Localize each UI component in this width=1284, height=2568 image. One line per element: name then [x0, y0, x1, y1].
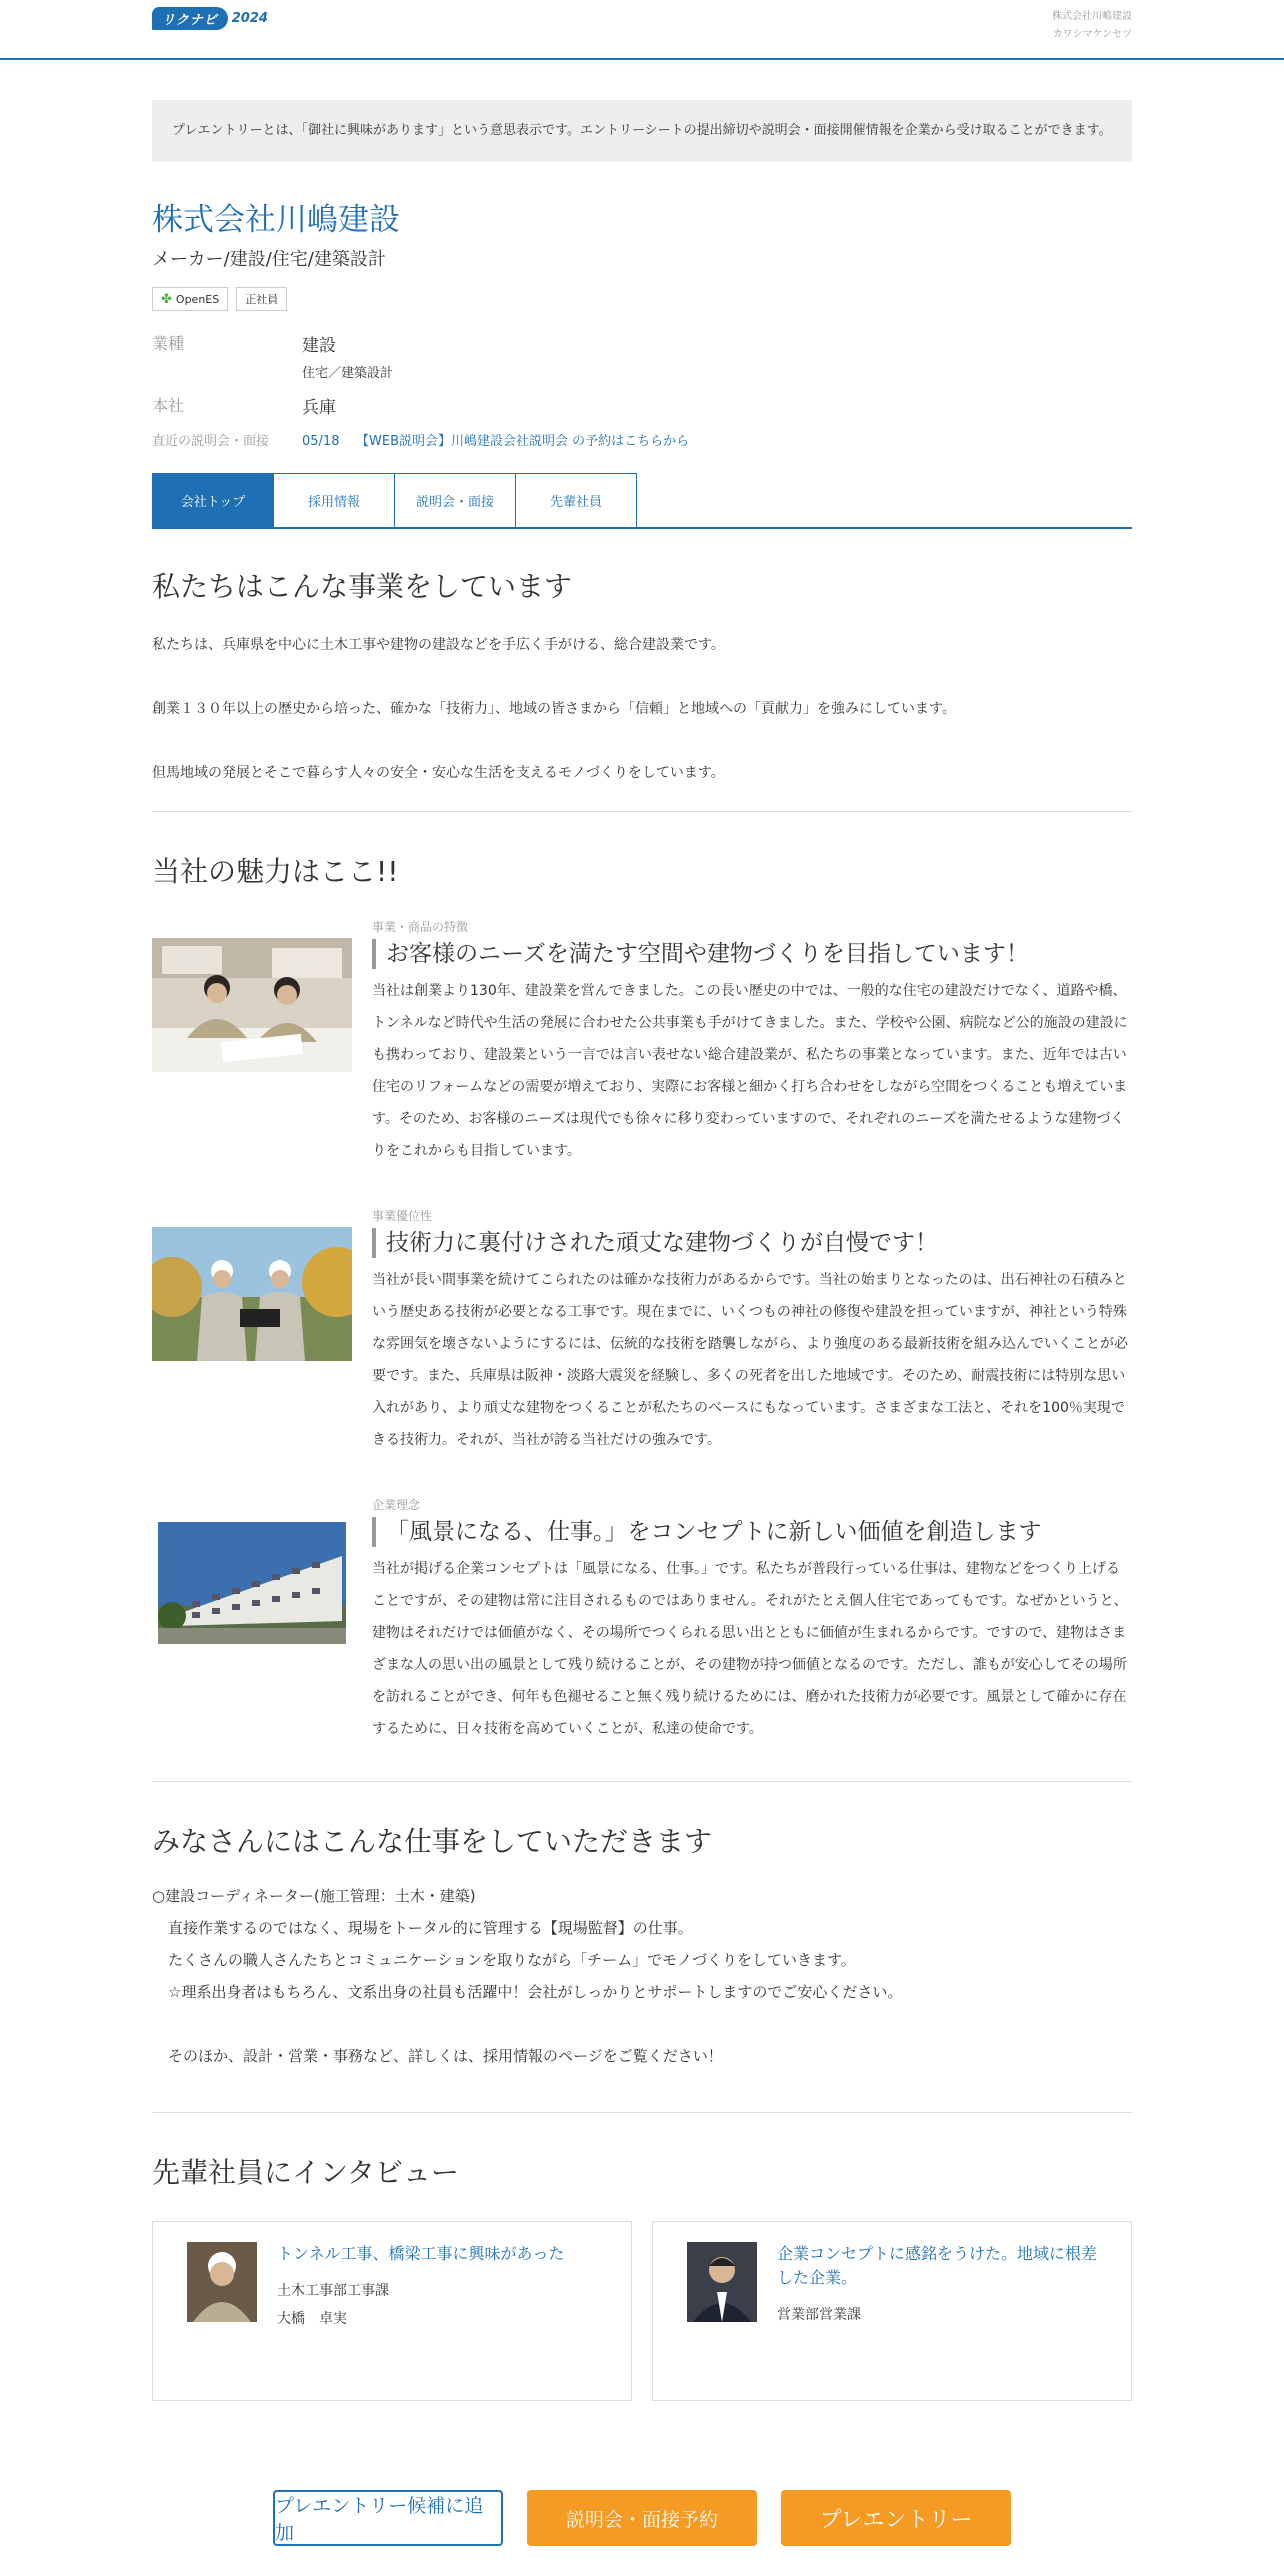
header-company-kana: カワシマケンセツ — [1052, 29, 1132, 40]
jobs-line: ○建設コーディネーター(施工管理：土木・建築) — [152, 1887, 476, 1905]
seminar-reservation-button[interactable]: 説明会・面接予約 — [527, 2490, 757, 2546]
jobs-line: 直接作業するのではなく、現場をトータル的に管理する【現場監督】の仕事。 — [168, 1919, 693, 1937]
business-section — [152, 565, 1132, 785]
interview-title: 先輩社員にインタビュー — [152, 2156, 459, 2189]
tag-fulltime: 正社員 — [236, 287, 287, 311]
feature-text: 当社が長い間事業を続けてこられたのは確かな技術力があるからです。当社の始まりとなったのは、出石神社の石積みという歴史ある技術が必要となる工事です。現在までに、いくつもの神社の修復や建設を担っていますが、神社という特殊な雰囲気を壊さないようにするには、伝統的な技術を踏襲しながら、より強度のある最新技術を組み込んでいくことが必要です。また、兵庫県は阪神・淡路大震災を経験し、多くの死者を出した地域です。そのため、耐震技術には特別な思い入れがあり、より頑丈な建物をつくることが私たちのベースにもなっています。さまざまな工法と、それを100％実現できる技術力。それが、当社が誇る当社だけの強みです。 — [372, 1272, 1128, 1448]
tab-company-top[interactable]: 会社トップ — [152, 473, 274, 527]
card-title: トンネル工事、橋梁工事に興味があった — [277, 2244, 565, 2263]
divider — [152, 811, 1132, 812]
company-category: メーカー/建設/住宅/建築設計 — [152, 249, 386, 270]
feature-2 — [152, 1207, 1132, 1456]
industry-value: 建設 — [302, 336, 336, 356]
hq-label: 本社 — [152, 396, 185, 415]
add-pre-entry-candidate-button[interactable]: プレエントリー候補に追加 — [273, 2490, 503, 2546]
info-industry — [152, 331, 1132, 381]
business-title: 私たちはこんな事業をしています — [152, 570, 573, 603]
jobs-title: みなさんにはこんな仕事をしていただきます — [152, 1825, 713, 1858]
interview-card[interactable] — [652, 2221, 1132, 2401]
info-hq — [152, 393, 1132, 418]
card-dept: 営業部営業課 — [777, 2307, 861, 2323]
tab-senior-staff[interactable]: 先輩社員 — [515, 473, 637, 527]
interview-section — [152, 2151, 1132, 2401]
interview-card[interactable] — [152, 2221, 632, 2401]
jobs-line: たくさんの職人さんたちとコミュニケーションを取りながら「チーム」でモノづくりをしていきます。 — [168, 1951, 856, 1969]
jobs-line: そのほか、設計・営業・事務など、詳しくは、採用情報のページをご覧ください！ — [168, 2047, 723, 2065]
header-company-name: 株式会社川嶋建設 — [1052, 11, 1132, 22]
jobs-section — [152, 1820, 1132, 2072]
business-p2: 創業１３０年以上の歴史から培った、確かな「技術力」、地域の皆さまから「信頼」と地域への「貢献力」を強みにしています。 — [152, 701, 956, 717]
employee-photo — [187, 2242, 257, 2322]
industry-sub: 住宅／建築設計 — [302, 366, 394, 381]
company-tabs — [152, 473, 1132, 529]
header-company — [1052, 8, 1132, 44]
employee-photo — [687, 2242, 757, 2322]
feature-text: 当社が掲げる企業コンセプトは「風景になる、仕事。」です。私たちが普段行っている仕事は、建物などをつくり上げることですが、その建物は常に注目されるものではありません。それがたとえ個人住宅であってもです。なぜかというと、建物はそれだけでは価値がなく、その場所でつくられる思い出とともに価値が生まれるからです。ですので、建物はさまざまな人の思い出の風景として残り続けることが、その建物が持つ価値となるのです。ただし、誰もが安心してその場所を訪れることができ、何年も色褪せること無く残り続けるためには、磨かれた技術力が必要です。風景として確かに存在するために、日々技術を高めていくことが、私達の使命です。 — [372, 1561, 1128, 1737]
main-content — [152, 100, 1132, 2401]
office-meeting-photo — [152, 938, 352, 1072]
seminar-text: 【WEB説明会】川嶋建設会社説明会 の予約はこちらから — [356, 434, 690, 449]
feature-heading: 技術力に裏付けされた頑丈な建物づくりが自慢です！ — [372, 1228, 1132, 1258]
info-seminar — [152, 430, 1132, 449]
card-dept: 土木工事部工事課 — [277, 2283, 389, 2299]
feature-category: 事業優位性 — [372, 1209, 433, 1223]
sticky-action-bar — [0, 2468, 1284, 2568]
tab-seminar[interactable]: 説明会・面接 — [394, 473, 516, 527]
company-tags — [152, 287, 1132, 311]
appeal-title: 当社の魅力はここ!! — [152, 855, 399, 888]
industry-label: 業種 — [152, 334, 185, 353]
feature-heading: お客様のニーズを満たす空間や建物づくりを目指しています！ — [372, 939, 1132, 969]
divider — [152, 2112, 1132, 2113]
feature-1 — [152, 918, 1132, 1167]
company-name: 株式会社川嶋建設 — [152, 202, 400, 238]
divider — [152, 1781, 1132, 1782]
business-p1: 私たちは、兵庫県を中心に土木工事や建物の建設などを手広く手がける、総合建設業です。 — [152, 637, 725, 653]
company-info — [152, 331, 1132, 449]
feature-text: 当社は創業より130年、建設業を営んできました。この長い歴史の中では、一般的な住宅の建設だけでなく、道路や橋、トンネルなど時代や生活の発展に合わせた公共事業も手がけてきました。また、学校や公園、病院など公的施設の建設にも携わっており、建設業という一言では言い表せない総合建設業が、私たちの事業となっています。また、近年では古い住宅のリフォームなどの需要が増えており、実際にお客様と細かく打ち合わせをしながら空間をつくることも増えています。そのため、お客様のニーズは現代でも徐々に移り変わっていますので、それぞれのニーズを満たせるような建物づくりをこれからも目指しています。 — [372, 983, 1128, 1159]
tab-recruit-info[interactable]: 採用情報 — [273, 473, 395, 527]
site-header — [0, 0, 1284, 60]
rikunabi-logo[interactable] — [152, 6, 268, 30]
school-building-photo — [152, 1516, 352, 1650]
logo-year: 2024 — [231, 10, 268, 26]
card-title: 企業コンセプトに感銘をうけた。地域に根差した企業。 — [777, 2244, 1098, 2287]
pre-entry-button[interactable]: プレエントリー — [781, 2490, 1011, 2546]
feature-3 — [152, 1496, 1132, 1745]
seminar-link[interactable] — [302, 430, 689, 449]
logo-text: リクナビ — [152, 7, 228, 30]
interview-cards — [152, 2221, 1132, 2401]
feature-heading: 「風景になる、仕事。」をコンセプトに新しい価値を創造します — [372, 1517, 1132, 1547]
pre-entry-notice: プレエントリーとは、「御社に興味があります」という意思表示です。エントリーシートの提出締切や説明会・面接開催情報を企業から受け取ることができます。 — [152, 100, 1132, 162]
business-p3: 但馬地域の発展とそこで暮らす人々の安全・安心な生活を支えるモノづくりをしています。 — [152, 765, 725, 781]
feature-category: 事業・商品の特徴 — [372, 920, 469, 934]
jobs-text — [152, 1880, 1132, 2072]
tag-label: OpenES — [175, 292, 220, 306]
clover-icon: ✤ — [161, 291, 172, 307]
card-person: 大橋 卓実 — [277, 2311, 347, 2327]
feature-category: 企業理念 — [372, 1498, 421, 1512]
seminar-date: 05/18 — [302, 434, 340, 449]
appeal-section — [152, 850, 1132, 1745]
seminar-label: 直近の説明会・面接 — [152, 434, 270, 449]
hq-value: 兵庫 — [302, 398, 336, 418]
tag-openes — [152, 287, 228, 311]
engineers-outdoor-photo — [152, 1227, 352, 1361]
jobs-line: ☆理系出身者はもちろん、文系出身の社員も活躍中！会社がしっかりとサポートしますのでご安心ください。 — [168, 1983, 903, 2001]
